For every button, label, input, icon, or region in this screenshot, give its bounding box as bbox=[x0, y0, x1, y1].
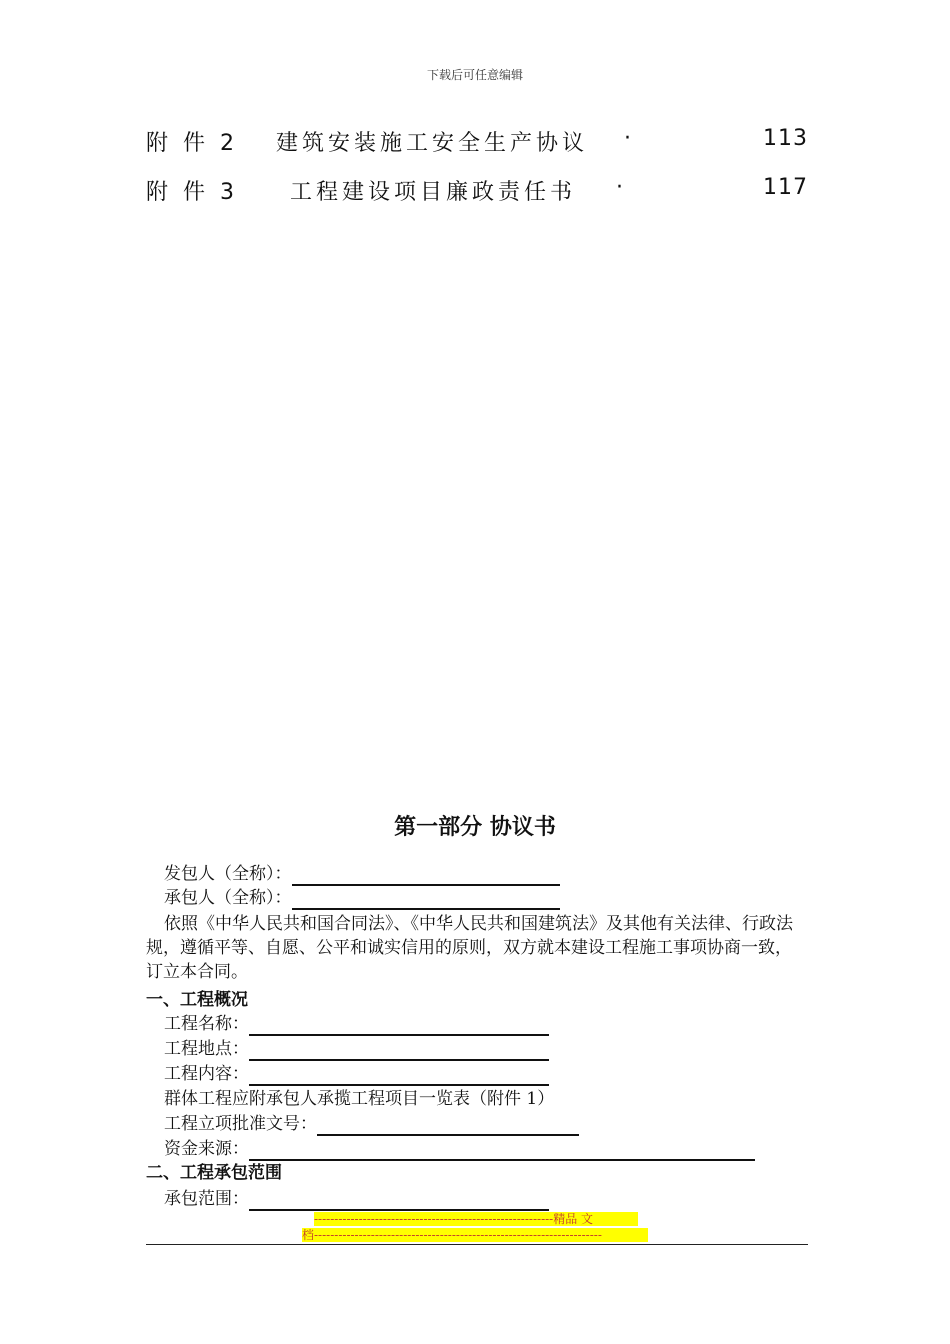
project-name-label: 工程名称： bbox=[164, 1014, 249, 1034]
section1-heading: 一、工程概况 bbox=[146, 990, 248, 1010]
approval-number-label: 工程立项批准文号： bbox=[164, 1114, 317, 1134]
project-location-field bbox=[164, 1037, 549, 1061]
toc-page-number: 117 bbox=[763, 175, 808, 200]
toc-label: 附 件 2 bbox=[146, 131, 238, 156]
funding-source-label: 资金来源： bbox=[164, 1139, 249, 1159]
employer-blank[interactable] bbox=[292, 866, 560, 886]
contract-scope-blank[interactable] bbox=[249, 1191, 549, 1211]
footer-watermark-line-2: 档----------------------------------------------------------------------- bbox=[302, 1228, 648, 1242]
toc-title: 建筑安装施工安全生产协议 bbox=[276, 131, 589, 156]
intro-paragraph bbox=[146, 912, 808, 984]
footer-watermark-line-1: -----------------------------------------------------------精品 文 bbox=[314, 1212, 638, 1226]
toc-dot: · bbox=[624, 126, 635, 151]
toc-label: 附 件 3 bbox=[146, 180, 238, 205]
project-location-label: 工程地点： bbox=[164, 1039, 249, 1059]
project-content-field bbox=[164, 1062, 549, 1086]
contract-scope-field bbox=[164, 1187, 549, 1211]
project-name-blank[interactable] bbox=[249, 1016, 549, 1036]
toc-entry-attachment-2[interactable] bbox=[146, 126, 808, 160]
toc-page-number: 113 bbox=[763, 126, 808, 151]
project-content-label: 工程内容： bbox=[164, 1064, 249, 1084]
intro-text: 依照《中华人民共和国合同法》、《中华人民共和国建筑法》及其他有关法律、行政法规，遵循平等、自愿、公平和诚实信用的原则，双方就本建设工程施工事项协商一致，订立本合同。 bbox=[146, 914, 793, 982]
employer-label: 发包人（全称）： bbox=[164, 864, 292, 884]
toc-entry-attachment-3[interactable] bbox=[146, 175, 808, 209]
contract-scope-label: 承包范围： bbox=[164, 1189, 249, 1209]
contractor-label: 承包人（全称）： bbox=[164, 888, 292, 908]
toc-dot: · bbox=[616, 175, 627, 200]
approval-number-blank[interactable] bbox=[317, 1116, 579, 1136]
section2-heading: 二、工程承包范围 bbox=[146, 1163, 282, 1183]
approval-number-field bbox=[164, 1112, 579, 1136]
funding-source-field bbox=[164, 1137, 755, 1161]
contractor-blank[interactable] bbox=[292, 890, 560, 910]
employer-field bbox=[164, 862, 560, 886]
contractor-field bbox=[164, 886, 560, 910]
project-content-blank[interactable] bbox=[249, 1066, 549, 1086]
group-project-note: 群体工程应附承包人承揽工程项目一览表（附件 1） bbox=[164, 1089, 555, 1109]
toc-title: 工程建设项目廉政责任书 bbox=[290, 180, 577, 205]
footer-divider bbox=[146, 1244, 808, 1245]
funding-source-blank[interactable] bbox=[249, 1141, 755, 1161]
project-name-field bbox=[164, 1012, 549, 1036]
header-note: 下载后可任意编辑 bbox=[426, 68, 523, 82]
section-title: 第一部分 协议书 bbox=[394, 815, 556, 840]
project-location-blank[interactable] bbox=[249, 1041, 549, 1061]
